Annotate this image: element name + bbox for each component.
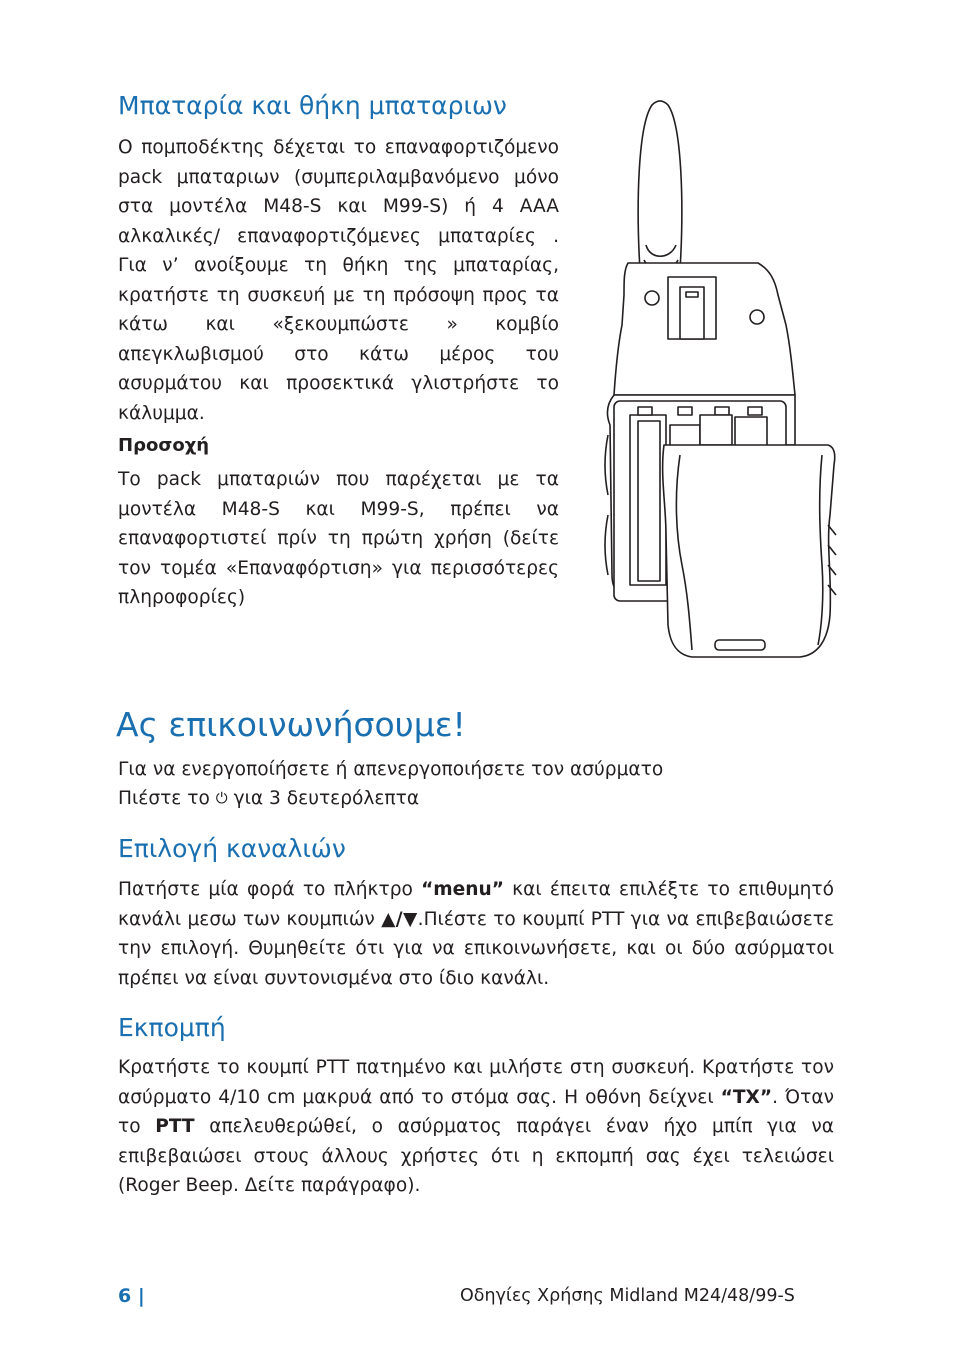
page-number: 6 |: [118, 1285, 145, 1307]
transmit-heading: Εκπομπή: [118, 1013, 226, 1042]
power-instruction-line2: [118, 784, 838, 814]
power-icon: ⏻: [215, 789, 228, 807]
communicate-heading: Ας επικοινωνήσουμε!: [116, 705, 466, 744]
transmit-body: [118, 1053, 834, 1201]
channel-text-1: Πατήστε μία φορά το πλήκτρο: [118, 879, 422, 900]
footer-title: Οδηγίες Χρήσης Midland M24/48/99-S: [460, 1286, 795, 1306]
tx-label: “TX”: [720, 1086, 773, 1108]
channel-text-3: .Πιέστε το κουμπί PTT για να επιβεβαιώσετε την επιλογή. Θυμηθείτε ότι για να επικοινωνήσετε, και οι δύο ασύρματοι πρέπει να είναι συντονισμένα στο ίδιο κανάλι.: [118, 908, 834, 989]
caution-label: Προσοχή: [118, 435, 210, 456]
transmit-text-1: Κρατήστε το κουμπί PTT πατημένο και μιλήστε στη συσκευή. Κρατήστε τον ασύρματο 4/10 cm μακρυά από το στόμα σας. Η οθόνη δείχνει: [118, 1057, 834, 1108]
transmit-text-3: απελευθερώθεί, ο ασύρματος παράγει έναν ήχο μπίπ για να επιβεβαιώσει στους άλλους χρήστες ότι η εκπομπή σας έχει τελειώσει (Roger Beep. Δείτε παράγραφο).: [118, 1116, 834, 1196]
power-instruction-line1: Για να ενεργοποίήσετε ή απενεργοποιήσετε τον ασύρματο: [118, 759, 664, 780]
power-line-prefix: Πιέστε το: [118, 788, 210, 809]
battery-body: Ο πομποδέκτης δέχεται το επαναφορτιζόμενο pack μπαταριων (συμπεριλαμβανόμενο μόνο στα μοντέλα M48-S και M99-S) ή 4 AAA αλκαλικές/ επαναφορτιζόμενες μπαταρίες . Για ν’ ανοίξουμε τη θήκη της μπαταρίας, κρατήστε τη συσκευή με τη πρόσοψη προς τα κάτω και «ξεκουμπώστε » κομβίο απεγκλωβισμού στο κάτω μέρος του ασυρμάτου και προσεκτικά γλιστρήστε το κάλυμμα.: [118, 137, 559, 424]
channel-heading: Επιλογή καναλιών: [118, 834, 346, 863]
caution-body: Το pack μπαταριών που παρέχεται με τα μοντέλα M48-S και M99-S, πρέπει να επαναφορτιστεί πρίν τη πρώτη χρήση (δείτε τον τομέα «Επαναφόρτιση» για περισσότερες πληροφορίες): [118, 469, 559, 608]
power-line-suffix: για 3 δευτερόλεπτα: [233, 788, 420, 809]
battery-heading: Μπαταρία και θήκη μπαταριων: [118, 91, 507, 120]
transmit-text-2: . Όταν το: [118, 1086, 835, 1137]
up-down-arrows-icon: ▲/▼: [381, 908, 418, 930]
ptt-label: PTT: [155, 1116, 195, 1137]
radio-battery-compartment-illustration: [600, 95, 840, 665]
menu-key-label: “menu”: [421, 879, 504, 900]
channel-text-2: και έπειτα επιλέξτε το επιθυμητό κανάλι μεσω των κουμπιών: [118, 879, 834, 930]
channel-body: [118, 875, 834, 993]
